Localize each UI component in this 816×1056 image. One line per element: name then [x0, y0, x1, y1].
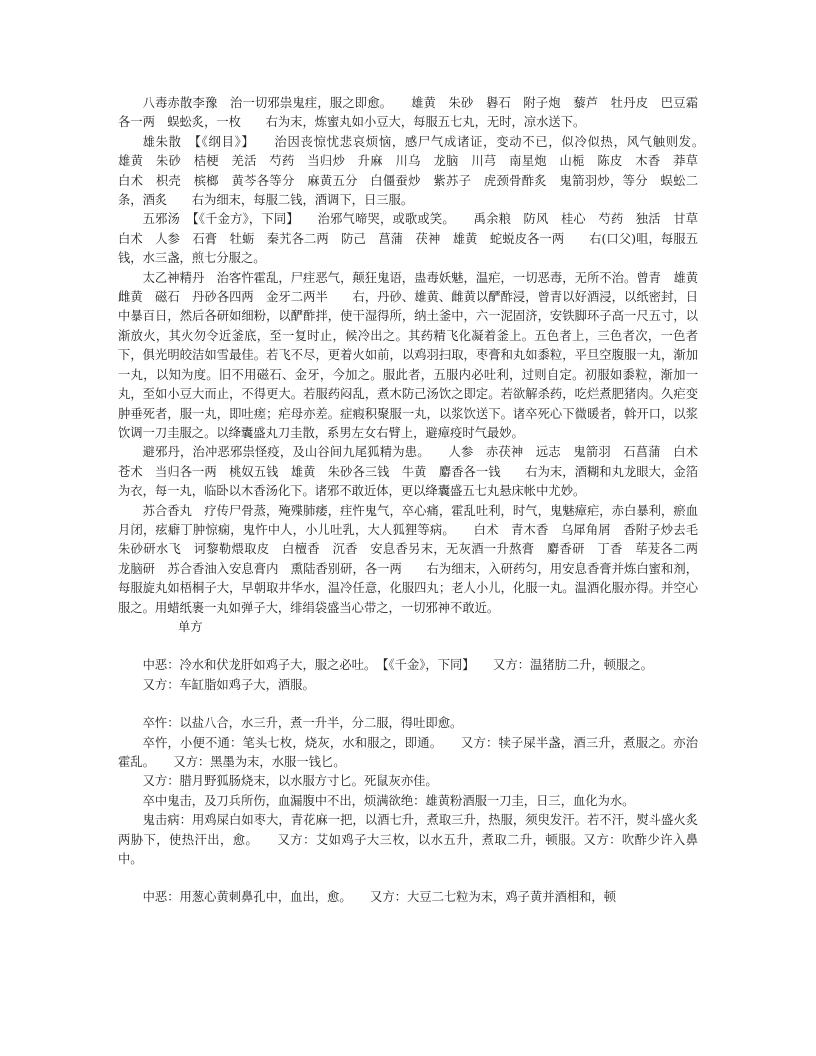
- paragraph-spacer: [118, 695, 698, 714]
- body-paragraph: 卒中鬼击，及刀兵所伤，血漏腹中不出，烦满欲绝：雄黄粉酒服一刀圭，日三，血化为水。: [142, 793, 635, 808]
- body-paragraph: 五邪汤 【《千金方》，下同】 治邪气啼哭，或歌或笑。 禹余粮 防风 桂心 芍药 独活 甘草 白术 人参 石膏 牡蛎 秦艽各二两 防己 菖蒲 茯神 雄黄 蛇蜕皮各一两 右(口父)咀，每服五钱，水三盏，煎七分服之。: [118, 212, 711, 266]
- paragraph-spacer: [118, 637, 698, 656]
- body-paragraph: 鬼击病：用鸡屎白如枣大，青花麻一把，以酒七升，煮取三升，热服，须臾发汗。若不汗，熨斗盛火炙两胁下，使热汗出，愈。 又方：艾如鸡子大三枚，以水五升，煮取二升，顿服。又方：吹酢少许入鼻中。: [118, 813, 698, 867]
- paragraph-spacer: [118, 869, 698, 888]
- body-paragraph: 避邪丹，治冲恶邪祟怪疫，及山谷间九尾狐精为患。 人参 赤茯神 远志 鬼箭羽 石菖蒲 白术 苍术 当归各一两 桃奴五钱 雄黄 朱砂各三钱 牛黄 麝香各一钱 右为末，酒糊和丸龙眼大，金箔为衣，每一丸，临卧以木香汤化下。诸邪不敢近体，更以绛囊盛五七丸悬床帐中尤妙。: [118, 445, 711, 499]
- document-body: [118, 94, 723, 908]
- body-paragraph: 雄朱散 【《纲目》】 治因丧惊忧悲哀烦恼，感尸气成诸证，变动不已，似冷似热，风气触则发。 雄黄 朱砂 桔梗 羌活 芍药 当归炒 升麻 川乌 龙脑 川芎 南星炮 山栀 陈皮 木香 莽草 白术 枳壳 槟榔 黄芩各等分 麻黄五分 白僵蚕炒 紫苏子 虎颈骨酢炙 鬼箭羽炒，等分 蜈蚣二条，酒炙 右为细末，每服二钱，酒调下，日三服。: [118, 134, 723, 208]
- body-paragraph: 卒忤，小便不通：笔头七枚，烧灰，水和服之，即通。 又方：犊子屎半盏，酒三升，煮服之。亦治霍乱。 又方：黑墨为末，水服一钱匕。: [118, 735, 698, 769]
- body-paragraph: 苏合香丸 疗传尸骨蒸，殗殜肺痿，疰忤鬼气，卒心痛，霍乱吐利，时气，鬼魅瘴疟，赤白暴利，瘀血月闭，痃癖丁肿惊痫，鬼忤中人，小儿吐乳，大人狐狸等病。 白术 青木香 乌犀角屑 香附子炒去毛 朱砂研水飞 诃黎勒煨取皮 白檀香 沉香 安息香另末，无灰酒一升熬膏 麝香研 丁香 荜茇各二两 龙脑研 苏合香油入安息膏内 熏陆香别研，各一两 右为细末，入研药匀，用安息香膏并炼白蜜和剂，每服旋丸如梧桐子大，早朝取井华水，温冷任意，化服四丸；老人小儿，化服一丸。温酒化服亦得。并空心服之。用蜡纸裹一丸如弹子大，绯绢袋盛当心带之，一切邪神不敢近。: [118, 503, 711, 615]
- body-paragraph: 中恶：用葱心黄刺鼻孔中，血出，愈。 又方：大豆二七粒为末，鸡子黄并酒相和，顿: [142, 890, 617, 905]
- body-paragraph: 卒忤：以盐八合，水三升，煮一升半，分二服，得吐即愈。: [142, 716, 463, 731]
- body-paragraph: 又方：车缸脂如鸡子大，酒服。: [142, 677, 315, 692]
- body-paragraph: 太乙神精丹 治客忤霍乱，尸疰恶气，颠狂鬼语，蛊毒妖魅，温疟，一切恶毒，无所不治。曾青 雄黄 雌黄 磁石 丹砂各四两 金牙二两半 右，丹砂、雄黄、雌黄以酽酢浸，曾青以好酒浸，以纸密封，日中暴百日，然后各研如细粉，以酽酢拌，使干湿得所，纳土釜中，六一泥固济，安铁脚环子高一尺五寸，以渐放火，其火勿令近釜底，至一复时止，候冷出之。其药精飞化凝着釜上。五色者上，三色者次，一色者下，俱光明皎洁如雪最佳。若飞不尽，更着火如前，以鸡羽扫取，枣膏和丸如黍粒，平旦空腹服一丸，渐加一丸，以知为度。旧不用磁石、金牙，今加之。服此者，五服内必吐利，过则自定。初服如黍粒，渐加一丸，至如小豆大而止，不得更大。若服药闷乱，煮木防己汤饮之即定。若欲解杀药，吃烂煮肥猪肉。久疟变肿垂死者，服一丸，即吐瘥；疟母亦差。症瘕积聚服一丸，以浆饮送下。诸卒死心下微暖者，斡开口，以浆饮调一刀圭服之。以绛囊盛丸刀圭散，系男左女右臂上，避瘴疫时气最妙。: [118, 270, 711, 440]
- body-paragraph: 八毒赤散李豫 治一切邪祟鬼疰，服之即愈。 雄黄 朱砂 礜石 附子炮 藜芦 牡丹皮 巴豆霜各一两 蜈蚣炙，一枚 右为末，炼蜜丸如小豆大，每服五七丸，无时，凉水送下。: [118, 96, 698, 130]
- body-paragraph: 中恶：冷水和伏龙肝如鸡子大，服之必吐。 【《千金》，下同】 又方：温猪肪二升，顿服之。: [142, 658, 653, 673]
- section-heading: 单方: [178, 619, 203, 634]
- body-paragraph: 又方：腊月野狐肠烧末，以水服方寸匕。死鼠灰亦佳。: [142, 774, 438, 789]
